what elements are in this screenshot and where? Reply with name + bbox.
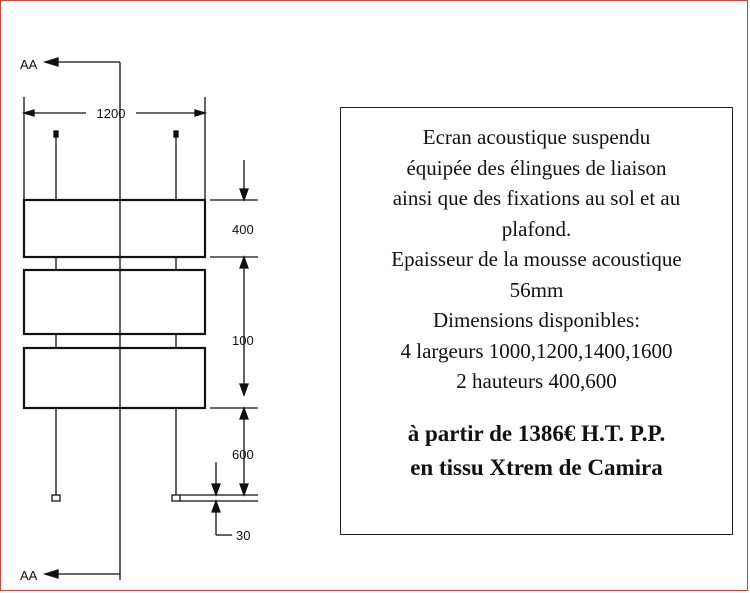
width-label: 1200 bbox=[96, 106, 126, 121]
product-description bbox=[341, 122, 732, 397]
description-line: Ecran acoustique suspendu bbox=[422, 125, 651, 149]
price-block bbox=[341, 417, 732, 485]
acoustic-panels bbox=[24, 200, 205, 408]
description-line: équipée des élingues de liaison bbox=[406, 155, 667, 180]
product-info-box bbox=[340, 107, 733, 535]
section-label-bottom: AA bbox=[20, 568, 38, 583]
fabric-line: en tissu Xtrem de Camira bbox=[410, 454, 663, 480]
top-cables bbox=[54, 131, 178, 200]
description-line: 4 largeurs 1000,1200,1400,1600 bbox=[400, 338, 673, 363]
cable-length-label: 600 bbox=[232, 447, 254, 462]
description-line: 2 hauteurs 400,600 bbox=[456, 369, 617, 393]
section-label-top: AA bbox=[20, 57, 38, 72]
panel-height-label: 400 bbox=[232, 222, 254, 237]
floor-cables bbox=[52, 408, 258, 501]
description-line: plafond. bbox=[501, 216, 572, 241]
section-marker-bottom bbox=[45, 570, 120, 578]
description-line: 56mm bbox=[509, 277, 564, 302]
description-line: ainsi que des fixations au sol et au bbox=[392, 186, 681, 210]
price-line: à partir de 1386€ H.T. P.P. bbox=[407, 420, 666, 446]
foot-height-label: 30 bbox=[236, 528, 251, 543]
description-line: Epaisseur de la mousse acoustique bbox=[391, 247, 682, 271]
gap-label: 100 bbox=[232, 333, 254, 348]
description-line: Dimensions disponibles: bbox=[432, 308, 641, 332]
